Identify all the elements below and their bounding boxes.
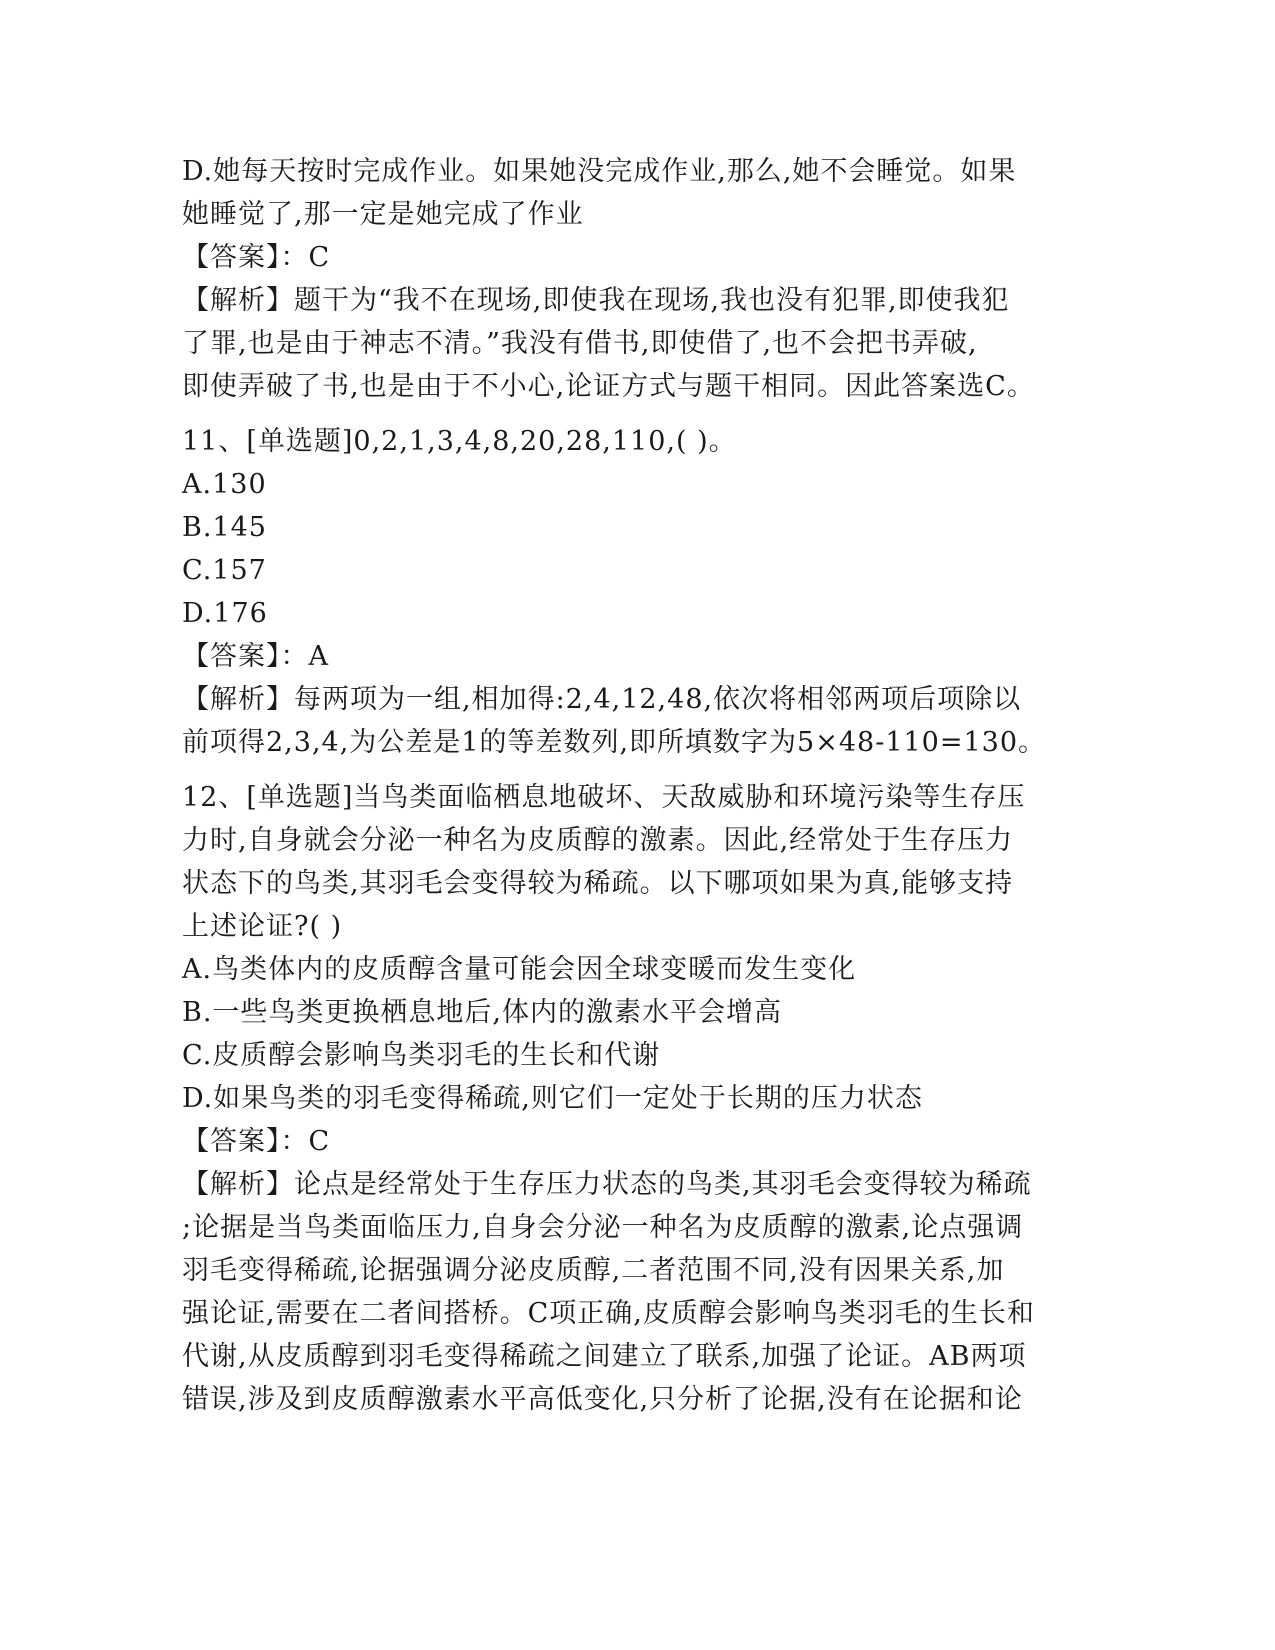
q12-analysis-line-1: 【解析】论点是经常处于生存压力状态的鸟类,其羽毛会变得较为稀疏 xyxy=(182,1169,1032,1200)
q11-analysis-line-2: 前项得2,3,4,为公差是1的等差数列,即所填数字为5×48-110=130。 xyxy=(182,727,1047,758)
document-page xyxy=(182,150,1082,1421)
q11-option-d: D.176 xyxy=(182,598,268,629)
q12-option-a: A.鸟类体内的皮质醇含量可能会因全球变暖而发生变化 xyxy=(182,954,857,985)
prev-option-d-line-1: D.她每天按时完成作业。如果她没完成作业,那么,她不会睡觉。如果 xyxy=(182,156,1017,187)
q12-analysis-line-5: 代谢,从皮质醇到羽毛变得稀疏之间建立了联系,加强了论证。AB两项 xyxy=(182,1341,1027,1372)
q11-option-c: C.157 xyxy=(182,555,267,586)
q12-stem-line-3: 状态下的鸟类,其羽毛会变得较为稀疏。以下哪项如果为真,能够支持 xyxy=(182,868,1014,899)
q12-option-d: D.如果鸟类的羽毛变得稀疏,则它们一定处于长期的压力状态 xyxy=(182,1083,923,1114)
prev-question-block xyxy=(182,150,1082,408)
q11-stem: 11、[单选题]0,2,1,3,4,8,20,28,110,( )。 xyxy=(182,426,737,457)
q11-answer: 【答案】：A xyxy=(182,641,329,672)
prev-answer: 【答案】：C xyxy=(182,242,331,273)
question-11-block xyxy=(182,420,1082,764)
q12-analysis-line-4: 强论证,需要在二者间搭桥。C项正确,皮质醇会影响鸟类羽毛的生长和 xyxy=(182,1298,1035,1329)
prev-analysis-line-3: 即使弄破了书,也是由于不小心,论证方式与题干相同。因此答案选C。 xyxy=(182,371,1035,402)
q12-analysis-line-3: 羽毛变得稀疏,论据强调分泌皮质醇,二者范围不同,没有因果关系,加 xyxy=(182,1255,1005,1286)
prev-analysis-line-1: 【解析】题干为“我不在现场,即使我在现场,我也没有犯罪,即使我犯 xyxy=(182,285,1010,316)
q12-option-b: B.一些鸟类更换栖息地后,体内的激素水平会增高 xyxy=(182,997,783,1028)
q12-stem-line-2: 力时,自身就会分泌一种名为皮质醇的激素。因此,经常处于生存压力 xyxy=(182,825,1014,856)
q11-option-a: A.130 xyxy=(182,469,267,500)
q11-analysis-line-1: 【解析】每两项为一组,相加得:2,4,12,48,依次将相邻两项后项除以 xyxy=(182,684,1022,715)
q12-stem-line-1: 12、[单选题]当鸟类面临栖息地破坏、天敌威胁和环境污染等生存压 xyxy=(182,782,1026,813)
q12-answer: 【答案】：C xyxy=(182,1126,331,1157)
q12-stem-line-4: 上述论证?( ) xyxy=(182,911,343,942)
question-12-block xyxy=(182,776,1082,1421)
q12-analysis-line-2: ;论据是当鸟类面临压力,自身会分泌一种名为皮质醇的激素,论点强调 xyxy=(182,1212,1024,1243)
prev-analysis-line-2: 了罪,也是由于神志不清。”我没有借书,即使借了,也不会把书弄破, xyxy=(182,328,978,359)
q12-analysis-line-6: 错误,涉及到皮质醇激素水平高低变化,只分析了论据,没有在论据和论 xyxy=(182,1384,1023,1415)
q12-option-c: C.皮质醇会影响鸟类羽毛的生长和代谢 xyxy=(182,1040,661,1071)
q11-option-b: B.145 xyxy=(182,512,267,543)
prev-option-d-line-2: 她睡觉了,那一定是她完成了作业 xyxy=(182,199,584,230)
